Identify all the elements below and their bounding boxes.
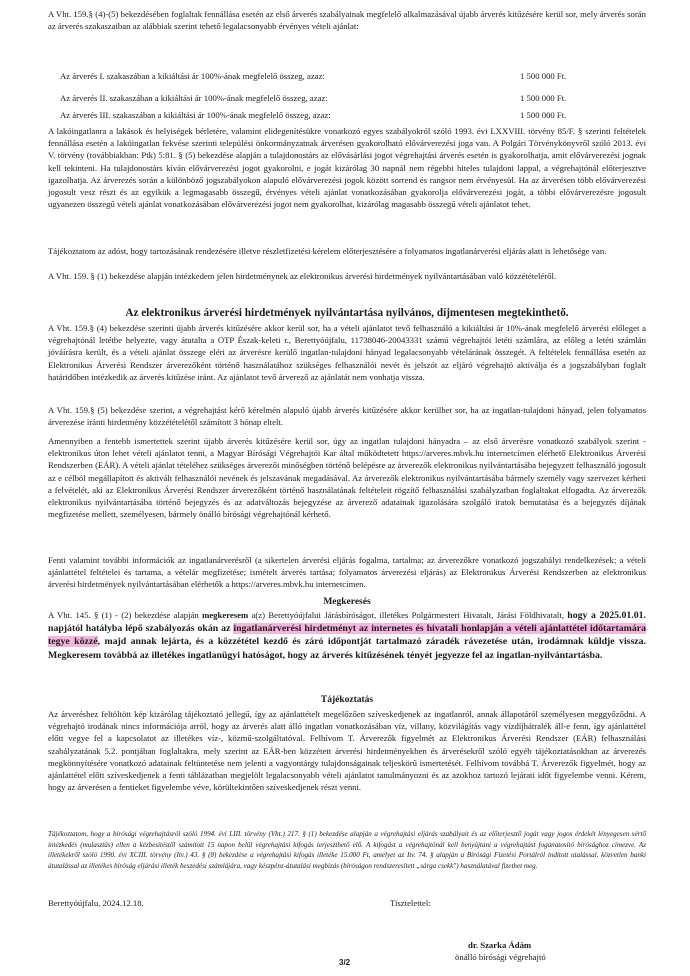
price-row: [60, 93, 600, 105]
request-text-2: a(z) Berettyóújfalui Járásbíróságot, illetékes Polgármesteri Hivatalt, Járási Földhivatalt,: [248, 610, 568, 620]
registry-heading: Az elektronikus árverési hirdetmények nyilvántartása nyilvános, díjmentesen megtekinthető.: [125, 307, 569, 319]
greeting: Tisztelettel:: [390, 898, 431, 908]
price-row-amount: 1 500 000 Ft.: [520, 71, 567, 81]
price-row-label: Az árverés I. szakaszában a kikiáltási ár 100%-ának megfelelő összeg, azaz:: [60, 71, 325, 81]
intro-paragraph: A Vht. 159.§ (4)-(5) bekezdésében foglaltak fennállása esetén az első árverés szabályainak megfelelő alkalmazásával újabb árverés kitűzésére kerül sor, mely árverés során az árverés szakaszaiban az alábbiak szerint tehető legalacsonyabb érvényes vételi ajánlat:: [48, 9, 646, 32]
legal-remedy-note: Tájékoztatom, hogy a bírósági végrehajtásról szóló 1994. évi LIII. törvény (Vht.) 217. § (1) bekezdése alapján a végrehajtási eljárás szabályait és az előterjesztő jogát vagy jogos érdekét lényegesen sértő intézkedés (mulasztás) ellen a kézbesítéstől számított 15 napon belül végrehajtási kifogás terjeszthető elő. A kifogást a végrehajtónál kell benyújtani a végrehajtást foganatosító bírósághoz címezve. Az illetékekről szóló 1990. évi XCIII. törvény (Itv.) 43. § (8) bekezdése a végrehajtási kifogás illetéke 15.000 Ft, amelyet az Itv. 74. § alapján a Bírósági Fizetési Portálról indított utalással, közvetlen banki átutalással az illetékes bíróság eljárási illeték beszedési számlájára, vagy készpénz-átutalási megbízás (bíróságon rendszeresített „sárga csekk") használatával fizethet meg.: [48, 830, 646, 870]
price-row: [60, 71, 600, 83]
request-heading: Megkeresés: [323, 597, 371, 607]
debtor-notice-paragraph: Tájékoztatom az adóst, hogy tartozásának rendezésére illetve részletfizetési kérelem előterjesztésére a folyamatos ingatlanárverési eljárás alatt is lehetősége van.: [48, 246, 607, 256]
signer-name: dr. Szarka Ádám: [468, 940, 532, 950]
price-row-amount: 1 500 000 Ft.: [520, 93, 567, 103]
request-text-3: hogy a 2025.01.01. napjától hatályba lépő szabályozás okán az: [48, 610, 646, 635]
new-auction-paragraph: A Vht. 159.§ (4) bekezdése szerinti újabb árverés kitűzésére akkor kerül sor, ha a vételi ajánlatot tevő felhasználó a kikiáltási ár 10%-ának megfelelő árverési előleget a végrehajtónál letétbe helyezte, vagy átutalta a OTP Észak-keleti r., Berettyóújfalu, 11738046-20043331 számú végrehajtói letéti számlára, az előleg a letéti számlán jóváírásra került, és a vételi ajánlat összege eléri az árverésre kerülő ingatlan-tulajdoni hányad legalacsonyabb vételárának összegét. A feltételek fennállása esetén az Elektronikus Árverési Rendszer árverezőként történő használatához szükséges felhasználói nevét és jelszót az eljáró végrehajtó aktiválja és a jogszabályban foglalt határidőben intézkedik az árverés kitűzése iránt. Az ajánlatot tevő árverező az ajánlatát nem vonhatja vissza.: [48, 323, 646, 382]
request-paragraph: [48, 609, 646, 662]
highlighted-request: ingatlanárverési hirdetményt az internetes és hivatali honlapján a vételi ajánlattétel időtartamára tegye közzé: [48, 623, 646, 648]
price-row-amount: 1 500 000 Ft.: [520, 110, 567, 120]
price-row-label: Az árverés III. szakaszában a kikiáltási ár 100%-ának megfelelő összeg, azaz:: [60, 110, 331, 120]
creditor-request-paragraph: A Vht. 159.§ (5) bekezdése szerint, a végrehajtást kérő kérelmén alapuló újabb árverés kitűzésére akkor kerülhet sor, ha az ingatlan-tulajdoni hányad, jelen folyamatos árverezése iránti hirdetmény közzétételétől számított 3 hónap eltelt.: [48, 405, 646, 428]
request-text-1: A Vht. 145. § (1) - (2) bekezdése alapján: [48, 610, 203, 620]
signer-title: önálló bírósági végrehajtó: [455, 952, 546, 962]
info-heading: Tájékoztatás: [320, 695, 374, 705]
pre-emption-paragraph: A lakóingatlanra a lakások és helyiségek bérletére, valamint elidegenítésükre vonatkozó egyes szabályokról szóló 1993. évi LXXVIII. törvény 85/F. § szerinti feltételek fennállása esetén a lakóingatlan fekvése szerinti települési önkormányzatnak árverésen gyakorolható elővárverezési joga van. A Polgári Törvénykönyvről szóló 2013. évi V. törvény (továbbiakban: Ptk) 5:81. § (5) bekezdése alapján a tulajdonostárs az elővásárlási jogot végrehajtási árverés esetén is gyakorolhatja, amit elővárverezési jognak kell tekinteni. Ha tulajdonostárs kíván elővárverezési jogot gyakorolni, e jogát kizárólag 30 napnál nem régebbi hiteles tulajdoni lappal, a végrehajtónál előterjesztve igazolhatja. Az árverezés során a különböző jogszabályokon alapuló elővárverezési jogok között sorrend és rangsor nem érvényesül. Ha az árverésen több elővárverezési jogosult vesz részt és az egyikük a legmagasabb összegű, érvényes vételi ajánlat vonatkozásában gyakorolja elővárverezési jogát, a többi elővárverezésre jogosult ugyanezen összegű vételi ajánlat vonatkozásában elővárverezési jogot nem gyakorolhat, kizárólag magasabb összegű vételi ajánlatot tehet.: [48, 126, 646, 210]
further-info-paragraph: Fenti valamint további információk az ingatlanárverésről (a sikertelen árverési eljárás fogalma, tartalma; az árverezőkre vonatkozó jogszabályi rendelkezések; a vételi ajánlattétel feltételei és tartama, a vételár megfizetése; ismételt árverés tartása; folyamatos árverezési eljárás) az Elektronikus Árverési Rendszerben az elektronikus árverési hirdetmények nyilvántartásában elérhetők a https://arveres.mbvk.hu internetcímen.: [48, 555, 646, 590]
price-row-label: Az árverés II. szakaszában a kikiáltási ár 100%-ának megfelelő összeg, azaz:: [60, 93, 328, 103]
info-paragraph: Az árveréshez feltöltött kép kizárólag tájékoztató jellegű, így az ajánlattételt megelőzően szíveskedjenek az ingatlanról, annak állapotáról személyesen meggyőződni. A végrehajtó irodának nincs információja arról, hogy az árverés alatt álló ingatlan vonatkozásában víz, villany, közvilágítás vagy vízdíjhátralék áll-e fenn, így ajánlattétel előtt vegye fel a kapcsolatot az illetékes víz-, közmű-szolgáltatóval. Felhívom T. Árverezők figyelmét az Elektronikus Árverési Rendszer (EÁR) felhasználási szabályzatának 5.2. pontjában foglaltakra, mely szerint az EÁR-ben közzétett árverési hirdetményekben és árverésekről szóló egyéb tájékoztatásokban az árverezés megkönnyítésére vonatkozó adatainak feltüntetése nem jelenti a vagyontárgy tulajdonságainak teljeskörű ismertetését. Felhívom továbbá T. Árverezők figyelmét, hogy az ajánlattétel előtt szíveskedjenek a fenti táblázatban megjelölt legalacsonyabb vételi ajánlatot tanulmányozni és az azokhoz tartozó lejárati időt figyelembe venni. Kérem, hogy az árverésen a fentieket figyelembe véve, körültekintően szíveskedjenek részt venni.: [48, 709, 646, 793]
price-row: [60, 110, 600, 122]
request-verb: megkeresem: [202, 610, 249, 620]
request-text-4: , majd annak lejárta, és a közzététel kezdő és záró időpontját tartalmazó záradék rávezetése után, irodámnak küldje vissza. Megkeresem továbbá az illetékes ingatlanügyi hatóságot, hogy az árverés kitűzésének tényét jegyezze fel az ingatlan-nyilvántartásba.: [48, 636, 646, 661]
electronic-auction-paragraph: Amennyiben a fentebb ismertettek szerint újabb árverés kitűzésére kerül sor, úgy az ingatlan tulajdoni hányadra – az első árverésre vonatkozó szabályok szerint - elektronikus úton lehet vételi ajánlatot tenni, a Magyar Bírósági Végrehajtói Kar által működtetett https://arveres.mbvk.hu internetcímen elérhető Elektronikus Árverési Rendszerben (EÁR). A vételi ajánlat tételéhez szükséges árverezői minőségben történő belépésre az árverezők elektronikus nyilvántartásába bejegyzett felhasználó jogosult az e célból megállapított és aktivált felhasználói nevének és jelszavának megadásával. Az árverezők elektronikus nyilvántartásába bármely személy vagy szervezet kérheti a felvételét, aki az Elektronikus Árverési Rendszer árverezőként történő használatának feltételeit rögzítő felhasználási szabályzatban foglaltakat elfogadta. Az árverezők elektronikus nyilvántartásába történő bejegyzés és az adatváltozás bejegyzése az árverező adatainak igazolására szolgáló iratok bemutatása és a bejegyzés díjának megfizetése mellett, személyesen, bármely önálló bírósági végrehajtónál kérhető.: [48, 436, 646, 520]
page-number: 3/2: [339, 958, 351, 967]
place-date: Berettyóújfalu, 2024.12.18.: [48, 898, 144, 908]
publication-paragraph: A Vht. 159. § (1) bekezdése alapján intézkedem jelen hirdetménynek az elektronikus árverési hirdetmények nyilvántartásában való közzétételéről.: [48, 271, 557, 281]
